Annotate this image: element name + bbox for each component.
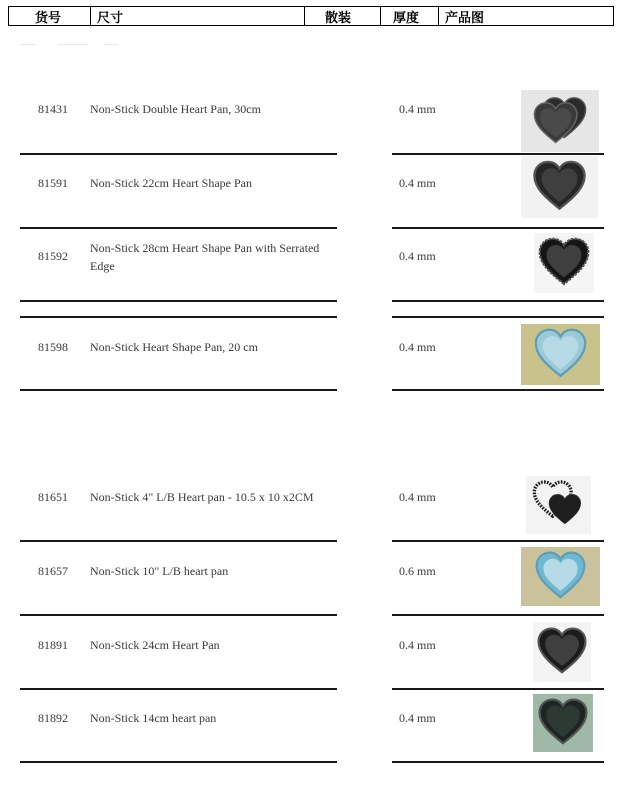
- heart-pan-icon: [521, 156, 598, 218]
- row-code: 81598: [38, 340, 68, 354]
- divider: [20, 44, 36, 45]
- row-divider: [392, 316, 604, 318]
- row-code: 81657: [38, 564, 68, 578]
- row-thickness: 0.4 mm: [399, 340, 436, 354]
- row-thickness: 0.4 mm: [399, 176, 436, 190]
- header-code: 货号: [9, 7, 91, 25]
- row-description: Non-Stick 10" L/B heart pan: [90, 564, 229, 578]
- row-description: Non-Stick 28cm Heart Shape Pan with Serrated Edge: [90, 241, 320, 273]
- row-description: Non-Stick 22cm Heart Shape Pan: [90, 176, 252, 190]
- row-divider: [392, 761, 604, 763]
- header-thickness: 厚度: [381, 7, 439, 25]
- row-code: 81431: [38, 102, 68, 116]
- heart-pan-blue-icon: [521, 324, 600, 385]
- row-description: Non-Stick 24cm Heart Pan: [90, 638, 220, 652]
- row-divider: [392, 688, 604, 690]
- row-description: Non-Stick Heart Shape Pan, 20 cm: [90, 340, 258, 354]
- table-header: [8, 6, 614, 26]
- row-divider: [20, 300, 337, 302]
- row-divider: [20, 227, 337, 229]
- row-description: Non-Stick Double Heart Pan, 30cm: [90, 102, 261, 116]
- heart-pan-blue-icon: [521, 547, 600, 606]
- row-code: 81651: [38, 490, 68, 504]
- row-description: Non-Stick 4" L/B Heart pan - 10.5 x 10 x2CM: [90, 490, 314, 504]
- row-divider: [392, 227, 604, 229]
- row-divider: [20, 153, 337, 155]
- row-thickness: 0.6 mm: [399, 564, 436, 578]
- row-divider: [20, 540, 337, 542]
- loose-bottom-heart-pan-icon: [526, 476, 591, 534]
- row-divider: [20, 614, 337, 616]
- row-divider: [20, 688, 337, 690]
- double-heart-pan-icon: [521, 90, 599, 152]
- divider: [104, 44, 118, 45]
- header-size: 尺寸: [91, 7, 305, 25]
- row-code: 81892: [38, 711, 68, 725]
- divider: [58, 44, 88, 45]
- row-thickness: 0.4 mm: [399, 102, 436, 116]
- row-thickness: 0.4 mm: [399, 249, 436, 263]
- row-code: 81891: [38, 638, 68, 652]
- row-divider: [20, 389, 337, 391]
- row-code: 81591: [38, 176, 68, 190]
- row-divider: [392, 389, 604, 391]
- row-thickness: 0.4 mm: [399, 490, 436, 504]
- row-divider: [392, 614, 604, 616]
- heart-pan-icon: [533, 622, 591, 682]
- header-bulk: 散装: [305, 7, 381, 25]
- row-description: Non-Stick 14cm heart pan: [90, 711, 217, 725]
- header-image: 产品图: [445, 10, 485, 26]
- row-thickness: 0.4 mm: [399, 638, 436, 652]
- row-thickness: 0.4 mm: [399, 711, 436, 725]
- row-divider: [392, 300, 604, 302]
- row-divider: [392, 153, 604, 155]
- heart-pan-serrated-icon: [534, 233, 594, 293]
- heart-pan-green-icon: [533, 694, 593, 752]
- row-divider: [20, 761, 337, 763]
- row-divider: [20, 316, 337, 318]
- row-divider: [392, 540, 604, 542]
- row-code: 81592: [38, 249, 68, 263]
